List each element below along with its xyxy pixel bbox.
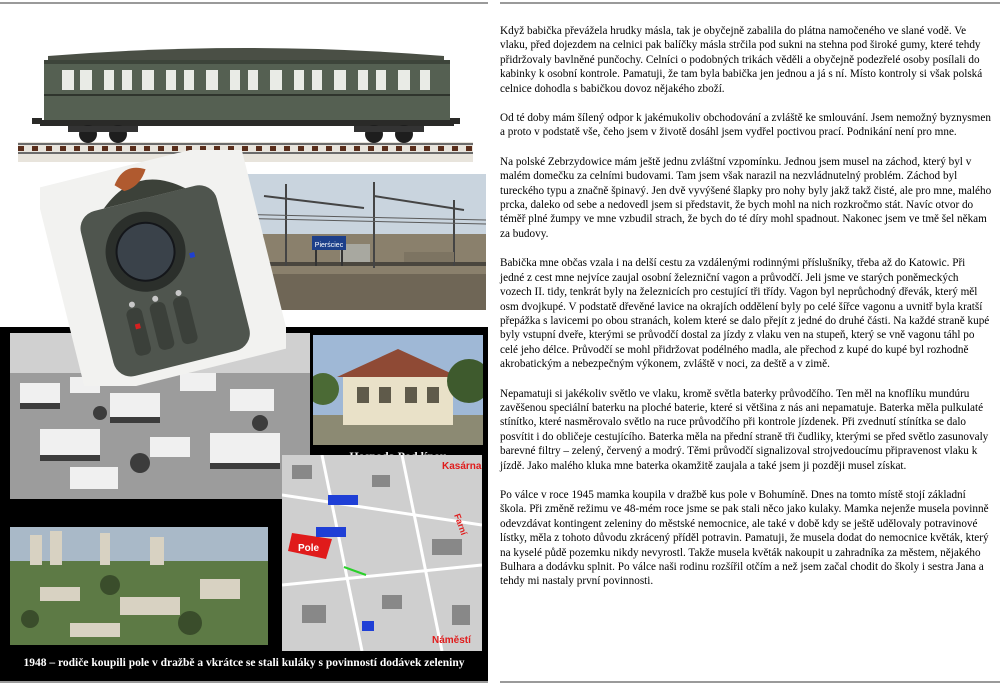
- map-label-farni: Farní: [452, 512, 470, 537]
- map-label-namesti: Náměstí: [432, 635, 471, 646]
- station-sign: Pierściec: [314, 242, 344, 249]
- paragraph: Od té doby mám šílený odpor k jakémukoliv obchodování a zvláště ke smlouvání. Jsem nemožný byznysmen a proto v podstatě vše, čeho jsem v životě dosáhl jsem vydřel poctivou prací. Podnikání není pro mne.: [500, 112, 991, 139]
- bottom-divider-left: [0, 681, 488, 683]
- top-divider-right: [500, 2, 1000, 4]
- map-label-kasarna: Kasárna: [442, 461, 482, 472]
- map-label-pole: Pole: [298, 543, 320, 554]
- paragraph: Nepamatuji si jakékoliv světlo ve vlaku, kromě světla baterky průvodčího. Ten měl na knoflíku mundúru zavěšenou speciální baterku na ploché baterie, které si většina z nás ani nepamatuje. Baterka měla pulkulaté stínítko, které nasměrovalo světlo na ruce průvodčího při kontrole jízdenek. Při zvednutí stínítka se dalo posvítit i do obličeje cestujícího. Baterka měla na přední straně tři čudliky, kterými se před světlo zasunovaly barevné filtry – zelený, červený a modrý. Těmi průvodčí signalizoval strojvedoucímu připravenost vlaku k jízdě. Jako malého kluka mne baterka okamžitě zaujala a také jsem ji později musel získat.: [500, 387, 989, 472]
- aerial-photo-modern: [10, 527, 268, 645]
- paragraph: Když babička převážela hrudky másla, tak je obyčejně zabalila do plátna namočeného ve slané vodě. Ve vlaku, před dojezdem na celnici pak balíčky másla strčila pod sukni na stehna pod široké gumy, které tehdy přidržovaly bavlněné punčochy. Celníci o podobných trikách věděli a obyčejně podezřelé osoby posílali do kabinky k osobní kontrole. Pamatuji, že tam byla babička jen jednou a já s ní. Místo kontroly si však polská celnice dohodla s babičkou dovoz nějakého zboží.: [500, 25, 983, 95]
- collage-caption: 1948 – rodiče koupili pole v dražbě a vkrátce se stali kuláky s povinností dodávek zeleniny: [23, 657, 465, 669]
- top-divider-left: [0, 2, 488, 4]
- conductor-lamp-photo: [40, 150, 286, 386]
- paragraph: Po válce v roce 1945 mamka koupila v dražbě kus pole v Bohumíně. Dnes na tomto místě stojí základní škola. Při změně režimu ve 48-mém roce jsme se pak stali něco jako kulaky. Mamka nejenže musela povinně odevzdávat kontingent zeleniny do městské nemocnice, ale také v době kdy se ještě udělovaly potravinové lístky, měla z tohoto důvodu zkrácený příděl potravin. Pamatuji, že musela dodat do nemocnice květák, který na kyselé půdě pozemku nikdy nevyrostl. Takže musela květák nakoupit u zahradníka za městem, nějakého Bulhara a dodávku splnit. Po válce naši rodinu rozšířil otčím a než jsem začal chodit do školy i sestra Jana a tehdy mi nastaly první povinnosti.: [500, 488, 989, 588]
- town-map: [282, 455, 482, 651]
- paragraph: Babička mne občas vzala i na delší cestu za vzdálenými rodinnými příslušníky, třeba až do Katowic. Při jedné z cest mne nejvíce zaujal osobní železniční vagon a průvodčí. Jeli jsme ve starých poněmeckých vozech II. tidy, tenkrát byly na železnicích pro cestující tři třídy. Vagon byl neprůchodný dřevák, který měl osm dvojkupé. V podstatě dřevěné lavice na okrajích oddělení byly po celé šířce vagonu a uvnitř byla kratší přepážka s lavicemi po obou stranách, kolem které se dalo přejít z jedné do druhé části. Na každé straně kupé byly vstupní dveře, kterými se průvodčí dostal za jízdy z vlaku ven na stupeň, který se vně vagonu táhl po celé jeho délce. Průvodčí se mohl přidržovat podélného madla, ale přechod z kupé do kupé byl rozhodně akrobatickým a nebezpečným výkonem, zvláště v noci, za deště a v zimě.: [500, 257, 990, 371]
- article-text: [500, 24, 992, 604]
- paragraph: Na polské Zebrzydowice mám ještě jednu zvláštní vzpomínku. Jednou jsem musel na záchod, který byl v malém domečku za celními budovami. Tam jsem však narazil na nezvládnutelný problém. Záchod byl tureckého typu a značně špinavý. Jen dvě vyvýšené šlapky pro nohy byly jakž takž čisté, ale pro mne, malého prcka, daleko od sebe a nedovedl jsem si představit, že bych mohl na nich rozkročmo stát. Navíc otvor do téměř plné žumpy ve mne vzbudil strach, že bych do té díry mohl spadnout. Nakonec jsem ve tmě šel někam za budovy.: [500, 155, 992, 240]
- hospoda-photo: [313, 335, 483, 445]
- railway-coach-photo: [18, 42, 473, 162]
- bottom-divider-right: [500, 681, 1000, 683]
